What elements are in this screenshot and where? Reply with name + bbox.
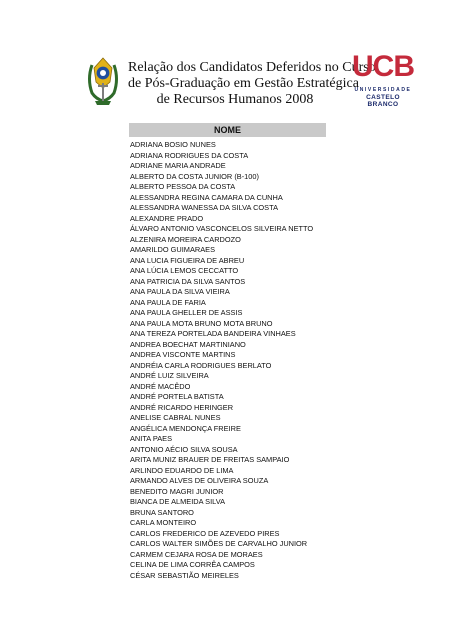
army-crest-icon [86,55,120,107]
candidate-name-row: ARITA MUNIZ BRAUER DE FREITAS SAMPAIO [130,455,290,464]
candidate-name-row: ALESSANDRA WANESSA DA SILVA COSTA [130,203,278,212]
candidate-name-row: ANA PAULA MOTA BRUNO MOTA BRUNO [130,318,273,328]
candidate-name-row: CARLA MONTEIRO [130,518,197,527]
candidate-name-row: ANA PAULA GHELLER DE ASSIS [130,308,243,317]
ucb-logo [350,52,416,118]
candidate-name-list [130,140,390,581]
candidate-name-row: ANTONIO AÉCIO SILVA SOUSA [130,444,238,454]
name-column-header: NOME [129,123,326,137]
candidate-name-row: ANELISE CABRAL NUNES [130,413,221,422]
candidate-name-row: CELINA DE LIMA CORRÊA CAMPOS [130,560,255,569]
candidate-name-row: CARLOS FREDERICO DE AZEVEDO PIRES [130,528,280,538]
candidate-name-row: BENEDITO MAGRI JUNIOR [130,486,224,496]
candidate-name-row: ANDRÉ RICARDO HERINGER [130,402,234,412]
candidate-name-row: ANA TEREZA PORTELADA BANDEIRA VINHAES [130,329,296,338]
document-header [0,48,452,128]
candidate-name-row: ALBERTO DA COSTA JUNIOR (B-100) [130,171,259,181]
candidate-name-row: ADRIANA RODRIGUES DA COSTA [130,150,249,160]
candidate-name-row: CARLOS WALTER SIMÕES DE CARVALHO JUNIOR [130,539,308,548]
candidate-name-row: ARMANDO ALVES DE OLIVEIRA SOUZA [130,476,269,485]
ucb-logo-mark: UCB [352,50,414,83]
candidate-name-row: BRUNA SANTORO [130,507,194,517]
candidate-name-row: ANDREA VISCONTE MARTINS [130,350,236,359]
candidate-name-row: CÉSAR SEBASTIÃO MEIRELES [130,570,239,580]
candidate-name-row: ANGÉLICA MENDONÇA FREIRE [130,423,241,433]
candidate-name-row: ALZENIRA MOREIRA CARDOZO [130,234,241,244]
title-line-1: Relação dos Candidatos Deferidos no Curso [128,60,376,75]
candidate-name-row: AMARILDO GUIMARAES [130,245,216,254]
candidate-name-row: ALEXANDRE PRADO [130,213,204,223]
candidate-name-row: ANDREA BOECHAT MARTINIANO [130,339,246,349]
candidate-name-row: ANA LUCIA FIGUEIRA DE ABREU [130,255,245,265]
candidate-name-row: ANDRÉIA CARLA RODRIGUES BERLATO [130,360,272,370]
candidate-name-row: CARMEM CEJARA ROSA DE MORAES [130,549,263,559]
candidate-name-row: ANA PAULA DE FARIA [130,297,206,307]
document-title [128,60,376,108]
candidate-name-row: ADRIANA BOSIO NUNES [130,140,216,149]
candidate-name-row: ALESSANDRA REGINA CAMARA DA CUNHA [130,192,283,202]
candidate-name-row: ANA PAULA DA SILVA VIEIRA [130,287,230,296]
candidate-name-row: ANITA PAES [130,434,173,443]
candidate-name-row: BIANCA DE ALMEIDA SILVA [130,497,226,506]
candidate-name-row: ÁLVARO ANTONIO VASCONCELOS SILVEIRA NETTO [130,224,314,233]
candidate-name-row: ARLINDO EDUARDO DE LIMA [130,465,234,475]
candidate-name-row: ALBERTO PESSOA DA COSTA [130,182,236,191]
candidate-name-row: ANDRÉ LUIZ SILVEIRA [130,371,209,380]
ucb-logo-universidade: UNIVERSIDADE [354,87,412,93]
candidate-name-row: ANA LÚCIA LEMOS CECCATTO [130,266,239,275]
candidate-name-row: ANDRÉ MACÊDO [130,381,191,391]
candidate-name-row: ANDRÉ PORTELA BATISTA [130,392,224,401]
candidate-name-row: ADRIANE MARIA ANDRADE [130,161,226,170]
title-line-3: de Recursos Humanos 2008 [156,92,314,107]
ucb-logo-castelo-branco: CASTELO BRANCO [366,94,400,108]
title-line-2: de Pós-Graduação em Gestão Estratégica [128,76,359,91]
candidate-name-row: ANA PATRICIA DA SILVA SANTOS [130,276,246,286]
